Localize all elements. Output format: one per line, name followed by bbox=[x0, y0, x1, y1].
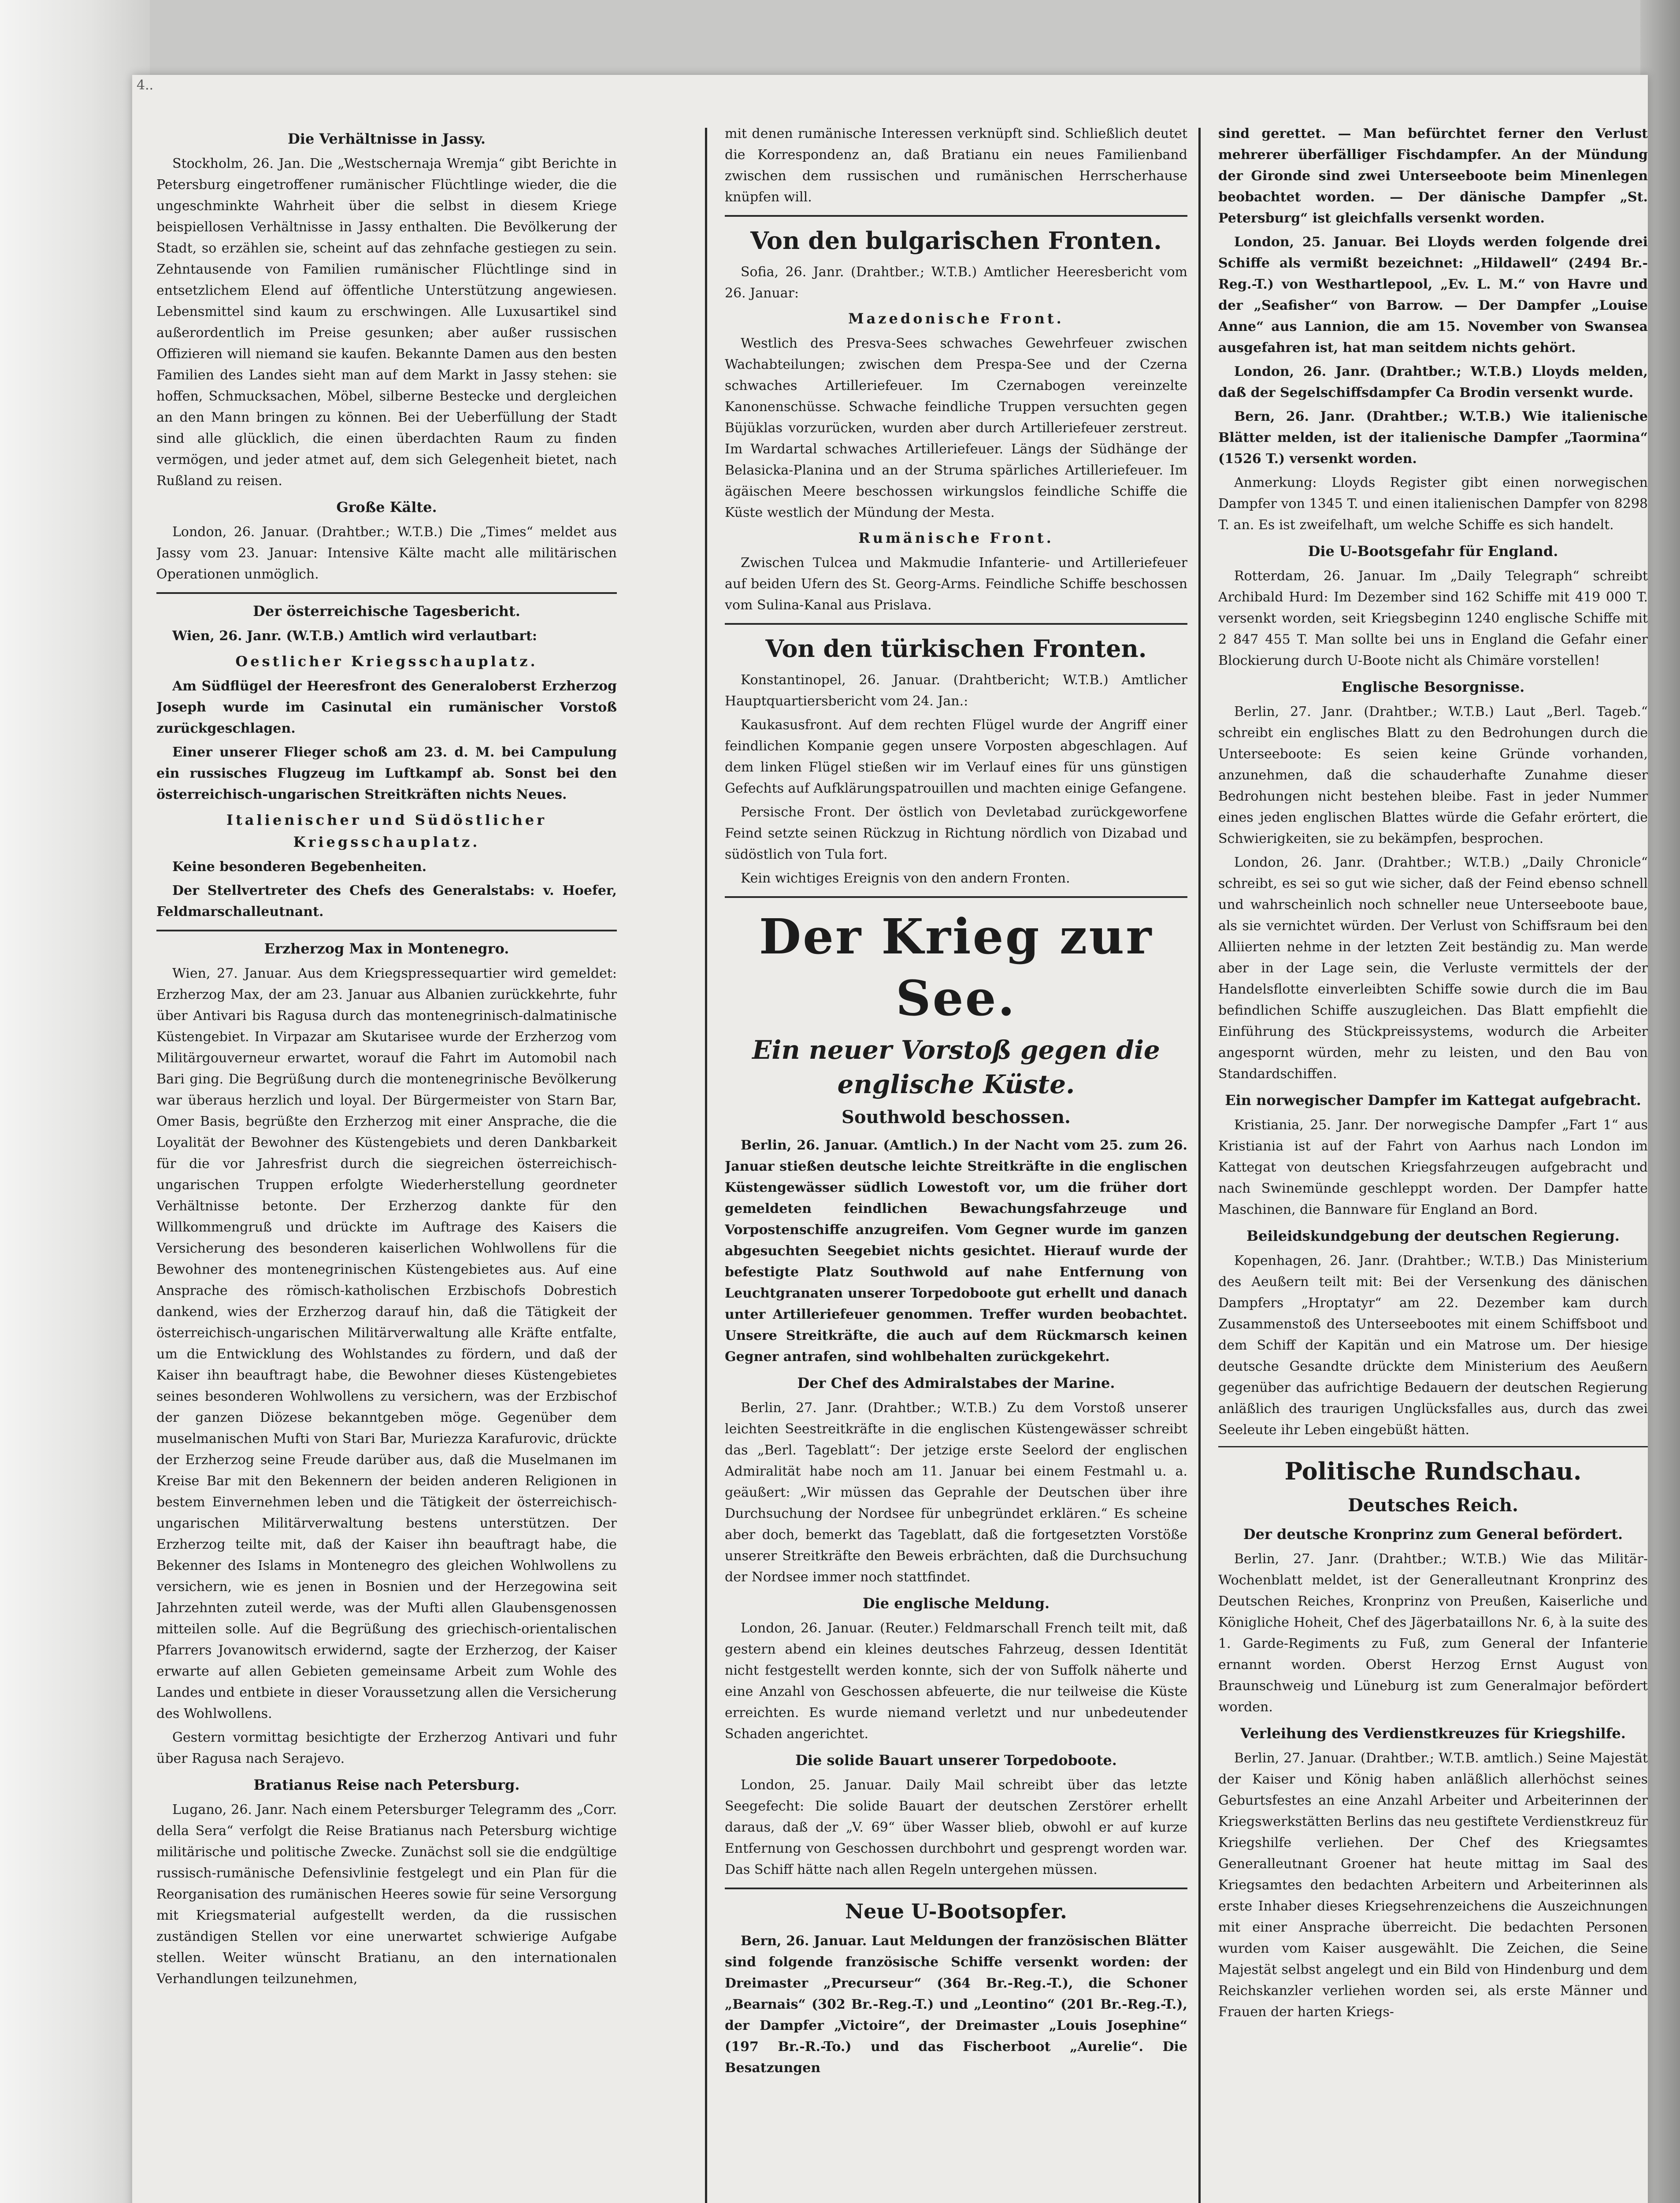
section-heading: Politische Rundschau. bbox=[1284, 1457, 1582, 1485]
scan-background-left bbox=[0, 0, 150, 2203]
paragraph: Berlin, 27. Janr. (Drahtber.; W.T.B.) Wie das Militär-Wochenblatt meldet, ist der Generalleutnant Kronprinz des Deutschen Reiches, Kronprinz von Preußen, Kaiserliche und Königliche Hoheit, Chef des Jägerbataillons Nr. 6, à la suite des 1. Garde-Regiments zu Fuß, zum General der Infanterie ernannt worden. Oberst Herzog Ernst August von Braunschweig und Lüneburg ist zum Generalmajor befördert worden. bbox=[1218, 1551, 1648, 1715]
subheadline: Southwold beschossen. bbox=[842, 1107, 1071, 1127]
newspaper-page bbox=[132, 75, 1648, 2203]
paragraph: Anmerkung: Lloyds Register gibt einen norwegischen Dampfer von 1345 T. und einen italienischen Dampfer von 8298 T. an. Es ist zweifelhaft, um welche Schiffe es sich handelt. bbox=[1218, 475, 1648, 533]
paragraph: Zwischen Tulcea und Makmudie Infanterie- und Artilleriefeuer auf beiden Ufern des St. Georg-Arms. Feindliche Schiffe beschossen vom Sulina-Kanal aus Prislava. bbox=[725, 555, 1187, 613]
main-section-title: Der Krieg zur See. bbox=[759, 908, 1153, 1027]
section-heading: Von den türkischen Fronten. bbox=[765, 634, 1147, 663]
paragraph: Berlin, 27. Januar. (Drahtber.; W.T.B. amtlich.) Seine Majestät der Kaiser und König haben anläßlich allerhöchst seines Geburtsfestes an eine Anzahl Arbeiter und Arbeiterinnen der Kriegswerkstätten Berlins das neu gestiftete Verdienstkreuz für Kriegshilfe verliehen. Der Chef des Kriegsamtes Generalleutnant Groener hat heute mittag im Saal des Kriegsamtes den bedachten Arbeitern und Arbeiterinnen als erste Inhaber dieses Kriegsehrenzeichens die Auszeichnungen mit einer Ansprache überreicht. Die bedachten Personen wurden vom Kaiser ausgewählt. Die Zeichen, die Seine Majestät selbst angelegt und ein Bild von Hindenburg und dem Reichskanzler verliehen worden sei, als erste Männer und Frauen der harten Kriegs- bbox=[1218, 1751, 1648, 2020]
front-subheading: Oestlicher Kriegsschauplatz. bbox=[235, 653, 538, 670]
section-divider bbox=[725, 1888, 1187, 1889]
article-heading: Erzherzog Max in Montenegro. bbox=[264, 940, 509, 957]
section-heading: Von den bulgarischen Fronten. bbox=[750, 226, 1162, 255]
section-heading: Neue U-Bootsopfer. bbox=[845, 1899, 1067, 1923]
article-heading: Große Kälte. bbox=[336, 499, 437, 516]
article-heading: Die englische Meldung. bbox=[862, 1595, 1050, 1612]
paragraph: mit denen rumänische Interessen verknüpft sind. Schließlich deutet die Korrespondenz an, daß Bratianu ein neues Familienband zwischen dem russischen und rumänischen Herrscherhause knüpfen will. bbox=[725, 126, 1187, 205]
corner-mark: 4.. bbox=[137, 78, 154, 93]
paragraph: Lugano, 26. Janr. Nach einem Petersburger Telegramm des „Corr. della Sera“ verfolgt die Reise Bratianus nach Petersburg wichtige militärische und politische Zwecke. Zunächst soll sie die endgültige russisch-rumänische Defensivlinie festgelegt und ein Plan für die Reorganisation des rumänischen Heeres sowie für seine Versorgung mit Kriegsmaterial aufgestellt werden, da die russischen zuständigen Stellen vor eine unerwartet schwierige Aufgabe stellen. Weiter wünscht Bratianu, an den internationalen Verhandlungen teilzunehmen, bbox=[156, 1802, 617, 1987]
section-divider bbox=[156, 930, 617, 931]
section-divider bbox=[1218, 1446, 1648, 1447]
paragraph: London, 26. Januar. (Reuter.) Feldmarschall French teilt mit, daß gestern abend ein kleines deutsches Fahrzeug, dessen Identität nicht festgestellt werden konnte, sich der von Suffolk näherte und eine Anzahl von Geschossen abfeuerte, die nur teilweise die Küste erreichten. Es wurde niemand verletzt und nur unbedeutender Schaden angerichtet. bbox=[725, 1621, 1187, 1742]
column-rule-2 bbox=[1198, 128, 1201, 2203]
paragraph-bold: Keine besonderen Begebenheiten. bbox=[172, 859, 427, 875]
section-divider bbox=[725, 215, 1187, 217]
section-divider bbox=[725, 623, 1187, 625]
article-heading: Ein norwegischer Dampfer im Kattegat aufgebracht. bbox=[1225, 1092, 1641, 1109]
paragraph-bold: Wien, 26. Janr. (W.T.B.) Amtlich wird verlautbart: bbox=[172, 628, 537, 644]
column-3 bbox=[1218, 123, 1648, 2203]
paragraph-bold: Bern, 26. Janr. (Drahtber.; W.T.B.) Wie italienische Blätter melden, ist der italienische Dampfer „Taormina“ (1526 T.) versenkt worden. bbox=[1218, 409, 1648, 467]
paragraph: Sofia, 26. Janr. (Drahtber.; W.T.B.) Amtlicher Heeresbericht vom 26. Januar: bbox=[725, 264, 1187, 301]
paragraph-bold: Einer unserer Flieger schoß am 23. d. M. bei Campulung ein russisches Flugzeug im Luftkampf ab. Sonst bei den österreichisch-ungarischen Streitkräften nichts Neues. bbox=[156, 745, 617, 802]
subheadline: Deutsches Reich. bbox=[1348, 1495, 1518, 1516]
paragraph: Westlich des Presva-Sees schwaches Gewehrfeuer zwischen Wachabteilungen; zwischen dem Prespa-See und der Czerna schwaches Artilleriefeuer. Im Czernabogen vereinzelte Kanonenschüsse. Schwache feindliche Truppen versuchten gegen Büjüklas vorzurücken, wurden aber durch Artilleriefeuer zerstreut. Im Wardartal schwaches Artilleriefeuer. Längs der Südhänge der Belasicka-Planina und an der Struma spärliches Artilleriefeuer. Im ägäischen Meere beschossen wirkungslos feindliche Schiffe die Küste westlich der Mündung der Mesta. bbox=[725, 336, 1187, 520]
paragraph: Kopenhagen, 26. Janr. (Drahtber.; W.T.B.) Das Ministerium des Aeußern teilt mit: Bei der Versenkung des dänischen Dampfers „Hroptatyr“ am 22. Dezember kam durch Zusammenstoß des Unterseebootes mit einem Schiffsboot und dem Schiff der Kapitän und ein Matrose um. Der hiesige deutsche Gesandte drückte dem Ministerium des Aeußern gegenüber das aufrichtige Bedauern der deutschen Regierung anläßlich des traurigen Unglücksfalles aus, durch das zwei Seeleute ihr Leben eingebüßt hätten. bbox=[1218, 1253, 1648, 1438]
paragraph-bold: Berlin, 26. Januar. (Amtlich.) In der Nacht vom 25. zum 26. Januar stießen deutsche leichte Streitkräfte in die englischen Küstengewässer südlich Lowestoft vor, um die früher dort gemeldeten feindlichen Bewachungsfahrzeuge und Vorpostenschiffe anzugreifen. Vom Gegner wurde im ganzen abgesuchten Seegebiet nichts gesichtet. Hierauf wurde der befestigte Platz Southwold auf nahe Entfernung von Leuchtgranaten unserer Torpedoboote gut erhellt und danach unter Artilleriefeuer genommen. Treffer wurden beobachtet. Unsere Streitkräfte, die auch auf dem Rückmarsch keinen Gegner antrafen, sind wohlbehalten zurückgekehrt. bbox=[725, 1138, 1187, 1365]
paragraph-bold: Am Südflügel der Heeresfront des Generaloberst Erzherzog Joseph wurde im Casinutal ein rumänischer Vorstoß zurückgeschlagen. bbox=[156, 679, 617, 736]
front-subheading: Italienischer und Südöstlicher Kriegsschauplatz. bbox=[226, 812, 547, 850]
paragraph: Kaukasusfront. Auf dem rechten Flügel wurde der Angriff einer feindlichen Kompanie gegen unsere Vorposten abgeschlagen. Auf dem linken Flügel stießen wir im Verlauf eines für uns günstigen Gefechts auf Aufklärungspatrouillen und machten einige Gefangene. bbox=[725, 717, 1187, 796]
article-heading: Die U-Bootsgefahr für England. bbox=[1308, 543, 1558, 560]
paragraph-bold: Bern, 26. Januar. Laut Meldungen der französischen Blätter sind folgende französische Schiffe versenkt worden: der Dreimaster „Precurseur“ (364 Br.-Reg.-T.), die Schoner „Bearnais“ (302 Br.-Reg.-T.) und „Leontino“ (201 Br.-Reg.-T.), der Dampfer „Victoire“, der Dreimaster „Louis Josephine“ (197 Br.-R.-To.) und das Fischerboot „Aurelie“. Die Besatzungen bbox=[725, 1933, 1187, 2076]
section-divider bbox=[156, 592, 617, 594]
paragraph: Berlin, 27. Janr. (Drahtber.; W.T.B.) Zu dem Vorstoß unserer leichten Seestreitkräfte in die englischen Küstengewässer schreibt das „Berl. Tageblatt“: Der jetzige erste Seelord der englischen Admiralität habe noch am 11. Januar bei einem Festmahl u. a. geäußert: „Wir müssen das Geprahle der Deutschen über ihre Durchsuchung der Nordsee für unbegründet erklären.“ Es scheine aber doch, bemerkt das Tageblatt, daß die fortgesetzten Vorstöße unserer Streitkräfte den Beweis erbrächten, daß die Durchsuchung der Nordsee immer noch stattfindet. bbox=[725, 1400, 1187, 1585]
column-2 bbox=[725, 123, 1187, 2203]
paragraph: Persische Front. Der östlich von Devletabad zurückgeworfene Feind setzte seinen Rückzug in Richtung nördlich von Dizabad und südöstlich von Tula fort. bbox=[725, 805, 1187, 862]
headline: Ein neuer Vorstoß gegen die englische Küste. bbox=[752, 1035, 1160, 1099]
paragraph-bold: London, 26. Janr. (Drahtber.; W.T.B.) Lloyds melden, daß der Segelschiffsdampfer Ca Brodin versenkt wurde. bbox=[1218, 364, 1648, 401]
paragraph: Gestern vormittag besichtigte der Erzherzog Antivari und fuhr über Ragusa nach Serajevo. bbox=[156, 1730, 617, 1766]
paragraph-bold: London, 25. Januar. Bei Lloyds werden folgende drei Schiffe als vermißt bezeichnet: „Hildawell“ (2494 Br.-Reg.-T.) von Westhartlepool, „Ev. L. M.“ von Havre und der „Seafisher“ von Barrow. — Der Dampfer „Louise Anne“ aus Lannion, die am 15. November von Swansea ausgefahren ist, hat man seitdem nichts gehört. bbox=[1218, 234, 1648, 356]
paragraph-bold: Der Stellvertreter des Chefs des Generalstabs: v. Hoefer, Feldmarschalleutnant. bbox=[156, 883, 617, 920]
article-heading: Der österreichische Tagesbericht. bbox=[253, 603, 520, 619]
article-heading: Der Chef des Admiralstabes der Marine. bbox=[797, 1375, 1115, 1391]
article-heading: Bratianus Reise nach Petersburg. bbox=[253, 1776, 520, 1793]
front-subheading: Mazedonische Front. bbox=[848, 310, 1064, 327]
article-heading: Englische Besorgnisse. bbox=[1341, 679, 1525, 695]
paragraph: London, 26. Januar. (Drahtber.; W.T.B.) Die „Times“ meldet aus Jassy vom 23. Januar: Intensive Kälte macht alle militärischen Operationen unmöglich. bbox=[156, 524, 617, 582]
paragraph: London, 25. Januar. Daily Mail schreibt über das letzte Seegefecht: Die solide Bauart der deutschen Zerstörer erhellt daraus, daß der „V. 69“ über Wasser blieb, obwohl er auf kurze Entfernung von Geschossen durchbohrt und gesprengt worden war. Das Schiff hätte nach allen Regeln untergehen müssen. bbox=[725, 1777, 1187, 1877]
article-heading: Verleihung des Verdienstkreuzes für Kriegshilfe. bbox=[1240, 1725, 1626, 1742]
section-divider bbox=[725, 896, 1187, 898]
paragraph: Berlin, 27. Janr. (Drahtber.; W.T.B.) Laut „Berl. Tageb.“ schreibt ein englisches Blatt zu den Bedrohungen durch die Unterseeboote: Es seien keine Gründe vorhanden, anzunehmen, daß die schauderhafte Zunahme dieser Bedrohungen nicht bestehen bleibe. Fast in jeder Nummer eines jeden englischen Blattes würde die Gefahr erörtert, die Schwierigkeiten, sie zu bekämpfen, besprochen. bbox=[1218, 704, 1648, 846]
article-heading: Die solide Bauart unserer Torpedoboote. bbox=[795, 1752, 1117, 1769]
column-rule-1 bbox=[705, 128, 707, 2203]
paragraph: Stockholm, 26. Jan. Die „Westschernaja Wremja“ gibt Berichte in Petersburg eingetroffener rumänischer Flüchtlinge wieder, die die ungeschminkte Wahrheit über die selbst in diesem Kriege beispiellosen Verhältnisse in Jassy enthalten. Die Bevölkerung der Stadt, so erzählen sie, scheint auf das zehnfache gestiegen zu sein. Zehntausende von Familien rumänischer Flüchtlinge sind in entsetzlichem Elend auf öffentliche Unterstützung angewiesen. Lebensmittel sind kaum zu erschwingen. Alle Luxusartikel sind außerordentlich im Preise gesunken; aber außer russischen Offizieren will niemand sie kaufen. Bekannte Damen aus den besten Familien des Landes sieht man auf dem Markt in Jassy stehen: sie hoffen, Schmucksachen, Möbel, silberne Bestecke und dergleichen an den Mann bringen zu können. Bei der Ueberfüllung der Stadt sind alle glücklich, die einen überdachten Raum zu finden vermögen, und jeder atmet auf, dem sich Gelegenheit bietet, nach Rußland zu reisen. bbox=[156, 156, 617, 489]
paragraph: Wien, 27. Januar. Aus dem Kriegspressequartier wird gemeldet: Erzherzog Max, der am 23. Januar aus Albanien zurückkehrte, fuhr über Antivari bis Ragusa durch das montenegrinisch-dalmatinische Küstengebiet. In Virpazar am Skutarisee wurde der Erzherzog vom Militärgouverneur erwartet, worauf die Fahrt im Automobil nach Bari ging. Die Begrüßung durch die montenegrinische Bevölkerung war überaus herzlich und loyal. Der Bürgermeister von Starn Bar, Omer Basis, begrüßte den Erzherzog mit einer Ansprache, die die Loyalität der Bewohner des Küstengebiets und deren Dankbarkeit für die vor Jahresfrist durch die siegreichen österreichisch-ungarischen Truppen erfolgte Wiederherstellung geordneter Verhältnisse betonte. Der Erzherzog dankte für den Willkommengruß und drückte im Auftrage des Kaisers die Versicherung des besonderen kaiserlichen Wohlwollens für die Bewohner des montenegrinischen Küstengebietes aus. Auf eine Ansprache des römisch-katholischen Erzbischofs Dobrestich dankend, wies der Erzherzog darauf hin, daß die Tätigkeit der österreichisch-ungarischen Militärverwaltung alle Kräfte entfalte, um die Entwicklung des Wohlstandes zu fördern, und daß der Kaiser ihn beauftragt habe, die Bewohner dieses Küstengebietes seines besonderen Wohlwollens zu versichern, was der Erzbischof der ganzen Diözese bekanntgeben möge. Gegenüber dem muselmanischen Mufti von Stari Bar, Muriezza Karafurovic, drückte der Erzherzog seine Freude darüber aus, daß die Muselmanen im Kreise Bar mit den Bekennern der beiden anderen Religionen in bestem Einvernehmen leben und die Tätigkeit der österreichisch-ungarischen Militärverwaltung bestens unterstützen. Der Erzherzog teilte mit, daß der Kaiser ihn beauftragt habe, die Bekenner des Islams in Montenegro des gleichen Wohlwollens zu versichern, wie es jenen in Bosnien und der Herzegowina seit Jahrzehnten zuteil werde, was der Mufti allen Glaubensgenossen mitteilen solle. Auf die Begrüßung des griechisch-orientalischen Pfarrers Jovanowitsch erwidernd, sagte der Erzherzog, der Kaiser erwarte auf allen Gebieten gemeinsame Arbeit zum Wohle des Landes und entbiete in dieser Voraussetzung allen die Versicherung des Wohlwollens. bbox=[156, 966, 617, 1721]
paragraph: Kein wichtiges Ereignis von den andern Fronten. bbox=[741, 871, 1070, 886]
paragraph: Rotterdam, 26. Januar. Im „Daily Telegraph“ schreibt Archibald Hurd: Im Dezember sind 162 Schiffe mit 419 000 T. versenkt worden, seit Kriegsbeginn 1240 englische Schiffe mit 2 847 455 T. Man sollte bei uns in England die Gefahr einer Blockierung durch U-Boote nicht als Chimäre vorstellen! bbox=[1218, 568, 1648, 668]
paragraph-bold: sind gerettet. — Man befürchtet ferner den Verlust mehrerer überfälliger Fischdampfer. An der Mündung der Gironde sind zwei Unterseeboote beim Minenlegen beobachtet worden. — Der dänische Dampfer „St. Petersburg“ ist gleichfalls versenkt worden. bbox=[1218, 126, 1648, 226]
paragraph: Konstantinopel, 26. Januar. (Drahtbericht; W.T.B.) Amtlicher Hauptquartiersbericht vom 24. Jan.: bbox=[725, 672, 1187, 709]
article-heading: Die Verhältnisse in Jassy. bbox=[288, 130, 486, 147]
article-heading: Beileidskundgebung der deutschen Regierung. bbox=[1246, 1228, 1620, 1244]
article-heading: Der deutsche Kronprinz zum General befördert. bbox=[1243, 1526, 1623, 1543]
paragraph: Kristiania, 25. Janr. Der norwegische Dampfer „Fart 1“ aus Kristiania ist auf der Fahrt von Aarhus nach London im Kattegat von deutschen Kriegsfahrzeugen aufgebracht und nach Swinemünde geschleppt worden. Der Dampfer hatte Maschinen, die Bannware für England an Bord. bbox=[1218, 1117, 1648, 1217]
front-subheading: Rumänische Front. bbox=[858, 530, 1054, 546]
paragraph: London, 26. Janr. (Drahtber.; W.T.B.) „Daily Chronicle“ schreibt, es sei so gut wie sicher, daß der Feind ebenso schnell und wahrscheinlich noch schneller neue Unterseeboote baue, als sie vernichtet würden. Der Verlust von Schiffsraum bei den Alliierten nehme in der letzten Zeit beständig zu. Man werde aber in der Lage sein, die Verluste vermittels der der Handelsflotte einverleibten Schiffe sowie durch die im Bau befindlichen Schiffe auszugleichen. Das Blatt empfiehlt die Einführung des Stückpreissystems, wodurch die Arbeiter angespornt würden, mehr zu leisten, und den Bau von Standardschiffen. bbox=[1218, 855, 1648, 1082]
column-1 bbox=[156, 123, 617, 2203]
